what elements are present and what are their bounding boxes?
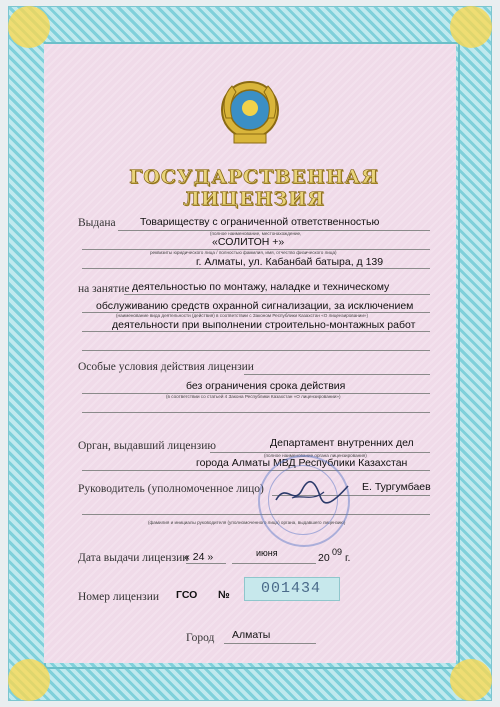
number-sign: № xyxy=(218,589,230,601)
activity-line-1: деятельностью по монтажу, наладке и техническому xyxy=(132,281,390,293)
conditions-hint: (в соответствии со статьей 4 Закона Республики Казахстан «О лицензировании») xyxy=(166,394,341,399)
date-label: Дата выдачи лицензии xyxy=(78,552,189,564)
authority-line-2: города Алматы МВД Республики Казахстан xyxy=(196,457,408,469)
date-month: июня xyxy=(256,548,278,558)
activity-underline-1 xyxy=(124,294,430,295)
issued-to-label: Выдана xyxy=(78,217,116,229)
head-hint: (фамилия и инициалы руководителя (уполномоченного лица) органа, выдавшего лицензию) xyxy=(148,520,346,525)
number-series: ГСО xyxy=(176,589,198,601)
state-emblem-icon xyxy=(218,78,282,148)
city-label: Город xyxy=(186,632,215,644)
conditions-underline-3 xyxy=(82,412,430,413)
activity-hint: (наименование вида деятельности (действия) в соответствии с Законом Республики Казахстан «О лицензировании») xyxy=(116,313,368,318)
issued-to-underline-3 xyxy=(82,268,430,269)
date-month-underline xyxy=(232,563,316,564)
activity-underline-4 xyxy=(82,350,430,351)
issued-to-line-2: «СОЛИТОН +» xyxy=(212,236,285,248)
authority-label: Орган, выдавший лицензию xyxy=(78,440,216,452)
conditions-value: без ограничения срока действия xyxy=(186,380,346,392)
issued-to-line-3: г. Алматы, ул. Кабанбай батыра, д 139 xyxy=(196,256,384,268)
number-value: 001434 xyxy=(260,580,321,597)
date-year-tail: г. xyxy=(345,552,351,564)
corner-ornament-bl xyxy=(8,659,50,701)
corner-ornament-tl xyxy=(8,6,50,48)
corner-ornament-br xyxy=(450,659,492,701)
issued-to-hint-1: (полное наименование, местонахождение, xyxy=(210,231,302,236)
date-day-underline xyxy=(186,563,226,564)
authority-underline-2 xyxy=(82,470,430,471)
activity-line-2: обслуживанию средств охранной сигнализации, за исключением xyxy=(96,300,414,312)
number-label: Номер лицензии xyxy=(78,591,159,603)
date-day: « 24 » xyxy=(184,551,214,563)
date-year-suffix: 09 xyxy=(332,547,343,557)
head-underline-2 xyxy=(82,514,430,515)
activity-label: на занятие xyxy=(78,283,130,295)
issued-to-line-1: Товариществу с ограниченной ответственностью xyxy=(140,216,380,228)
authority-hint: (полное наименование органа лицензирования) xyxy=(264,453,367,458)
activity-underline-3 xyxy=(82,331,430,332)
conditions-underline-1 xyxy=(244,374,430,375)
head-name: Е. Тургумбаев xyxy=(362,481,431,493)
head-label: Руководитель (уполномоченное лицо) xyxy=(78,483,264,495)
city-value: Алматы xyxy=(232,629,271,641)
date-year-prefix: 20 xyxy=(318,552,330,564)
authority-line-1: Департамент внутренних дел xyxy=(270,437,414,449)
signature-icon xyxy=(272,478,352,508)
conditions-label: Особые условия действия лицензии xyxy=(78,361,254,373)
document-title: ГОСУДАРСТВЕННАЯ ЛИЦЕНЗИЯ xyxy=(129,166,379,210)
corner-ornament-tr xyxy=(450,6,492,48)
issued-to-hint-2: реквизиты юридического лица / полностью фамилия, имя, отчество физического лица) xyxy=(150,250,337,255)
activity-line-3: деятельности при выполнении строительно-монтажных работ xyxy=(112,319,416,331)
city-underline xyxy=(224,643,316,644)
